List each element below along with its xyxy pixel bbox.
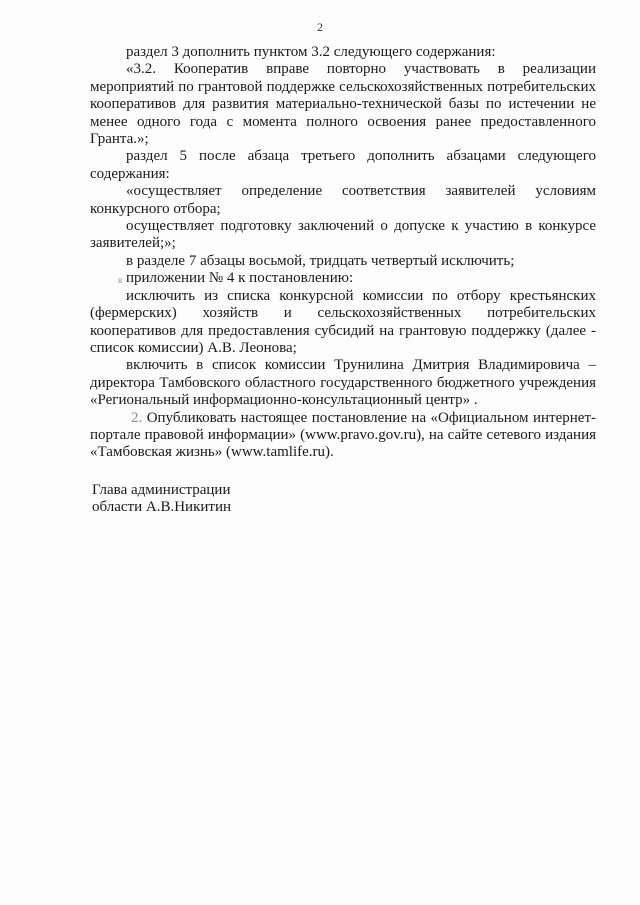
paragraph-determination: «осуществляет определение соответствия заявителей условиям конкурсного отбора; [90,183,596,217]
paragraph-exclude-member: исключить из списка конкурсной комиссии по отбору крестьянских (фермерских) хозяйств и сельскохозяйственных потребительских кооперативов для предоставления субсидий на грантовую поддержку (далее - список комиссии) А.В. Леонова; [90,287,596,356]
paragraph-appendix4: приложении № 4 к постановлению: [126,270,354,287]
signature-name: области А.В.Никитин [92,499,232,516]
item-text: Опубликовать настоящее постановление на «Официальном интернет-портале правовой информации» (www.pravo.gov.ru), на сайте сетевого издания «Тамбовская жизнь» (www.tamlife.ru). [90,409,596,461]
paragraph-section7-exclude: в разделе 7 абзацы восьмой, тридцать четвертый исключить; [126,252,515,269]
document-body [90,44,596,462]
paragraph-conclusions: осуществляет подготовку заключений о допуске к участию в конкурсе заявителей;»; [90,218,596,252]
page-number: 2 [317,20,323,34]
paragraph-item-3-2: «3.2. Кооператив вправе повторно участвовать в реализации мероприятий по грантовой поддержке сельскохозяйственных потребительских кооперативов для развития материально-технической базы по истечении не менее одного года с момента полного освоения ранее предоставленного Гранта.»; [90,61,596,148]
signature-title: Глава администрации [92,482,231,498]
paragraph-publish [90,410,596,462]
signature-block [92,482,231,517]
item-number: 2. [131,409,143,426]
paragraph-section3-add: раздел 3 дополнить пунктом 3.2 следующего содержания: [126,44,496,60]
paragraph-section5-add: раздел 5 после абзаца третьего дополнить абзацами следующего содержания: [90,148,596,182]
scan-artifact-mark: в [118,275,123,285]
paragraph-include-member: включить в список комиссии Трунилина Дмитрия Владимировича – директора Тамбовского областного государственного бюджетного учреждения «Региональный информационно-консультационный центр» . [90,357,596,409]
